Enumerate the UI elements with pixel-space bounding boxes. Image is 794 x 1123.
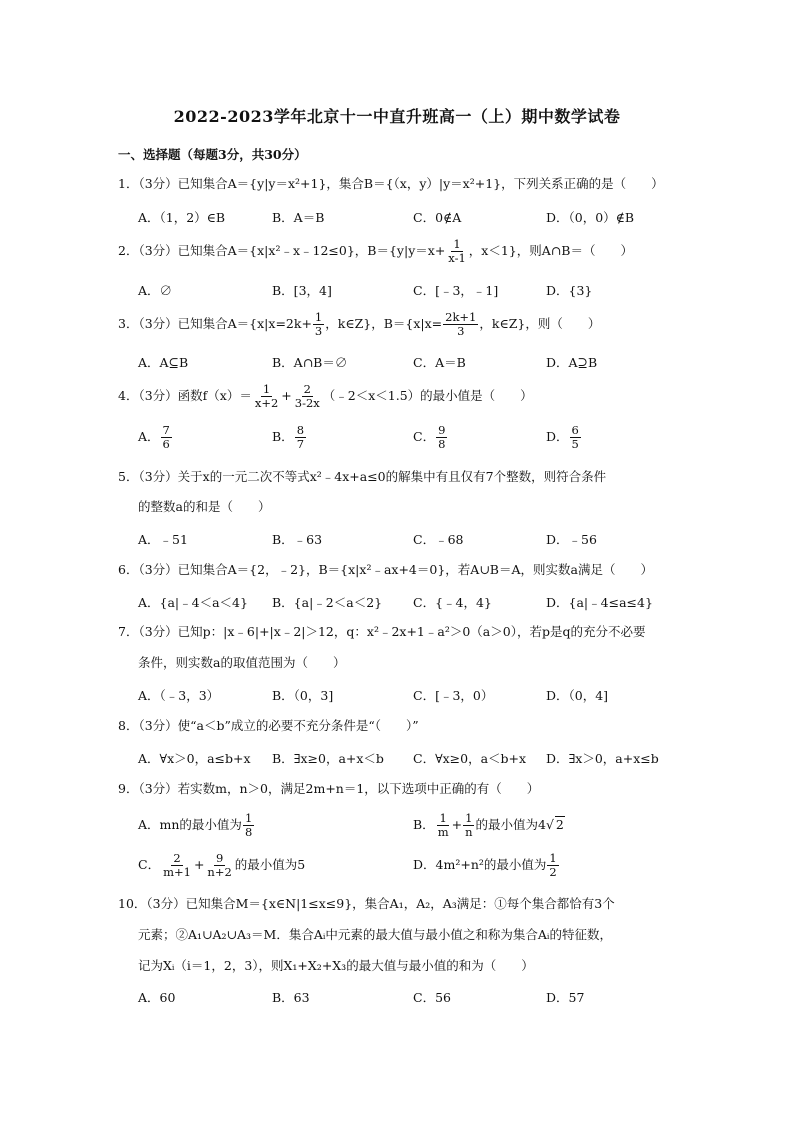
- q3-stem-part-a: 3．（3分）已知集合A＝{x|x=2k+: [118, 316, 312, 331]
- question-1-stem: 1．（3分）已知集合A＝{y|y＝x²+1}，集合B＝{（x，y）|y＝x²+1}，下列关系正确的是（ ）: [118, 176, 664, 191]
- question-6-stem: 6．（3分）已知集合A＝{2，﹣2}，B＝{x|x²﹣ax+4＝0}，若A∪B＝A，则实数a满足（ ）: [118, 562, 653, 577]
- denominator: 2: [549, 865, 557, 879]
- q6-option-c[interactable]: C．{﹣4，4}: [413, 595, 492, 610]
- numerator: 1: [453, 237, 461, 251]
- numerator: 1: [314, 310, 323, 324]
- q1-option-a[interactable]: A．（1，2）∈B: [138, 210, 226, 225]
- q8-option-a[interactable]: A．∀x＞0，a≤b+x: [138, 751, 251, 766]
- option-fraction: [295, 424, 306, 451]
- q6-option-b[interactable]: B．{a|﹣2＜a＜2}: [272, 595, 383, 610]
- denominator: x-1: [448, 251, 466, 265]
- question-10-stem: 10．（3分）已知集合M＝{x∈N|1≤x≤9}，集合A₁，A₂，A₃满足：①每个集合都恰有3个: [118, 896, 615, 911]
- plus-sign: +: [193, 857, 205, 872]
- q8-option-d[interactable]: D．∃x＞0，a+x≤b: [546, 751, 659, 766]
- q3-option-c[interactable]: C．A＝B: [413, 355, 466, 370]
- q4-option-b[interactable]: [272, 424, 307, 451]
- numerator: 1: [439, 811, 447, 825]
- q3-fraction-2: [443, 311, 478, 338]
- option-fraction: [161, 424, 172, 451]
- q5-option-a[interactable]: A．﹣51: [138, 532, 188, 547]
- q2-stem-part-b: ，x＜1}，则A∩B＝（ ）: [468, 243, 633, 258]
- q4-option-c[interactable]: [413, 424, 448, 451]
- option-fraction: [570, 424, 581, 451]
- question-5-stem-line-2: 的整数a的和是（ ）: [138, 499, 271, 514]
- q9-option-b[interactable]: [413, 812, 565, 839]
- q10-option-c[interactable]: C．56: [413, 990, 451, 1005]
- numerator: 2: [173, 851, 181, 865]
- option-text: 的最小值为4: [475, 817, 546, 832]
- numerator: 1: [465, 811, 473, 825]
- option-letter: B．: [413, 817, 435, 832]
- denominator: 3: [457, 324, 465, 338]
- q1-option-d[interactable]: D．（0，0）∉B: [546, 210, 635, 225]
- numerator: 1: [244, 811, 253, 825]
- q2-option-c[interactable]: C．[﹣3，﹣1]: [413, 283, 499, 298]
- question-5-stem: 5．（3分）关于x的一元二次不等式x²﹣4x+a≤0的解集中有且仅有7个整数，则符合条件: [118, 469, 607, 484]
- q10-option-d[interactable]: D．57: [546, 990, 585, 1005]
- q4-fraction-2: [293, 383, 322, 410]
- section-heading: 一、选择题（每题3分，共30分）: [118, 147, 307, 162]
- q4-option-a[interactable]: [138, 424, 173, 451]
- option-fraction-2: [463, 812, 474, 839]
- option-letter: B．: [272, 429, 294, 444]
- q7-option-d[interactable]: D．（0，4]: [546, 688, 609, 703]
- denominator: 8: [244, 825, 253, 839]
- denominator: m+1: [163, 865, 191, 879]
- option-fraction-2: [205, 852, 233, 879]
- numerator: 1: [262, 382, 271, 396]
- option-fraction-1: [436, 812, 451, 839]
- option-fraction-1: [161, 852, 193, 879]
- q5-option-c[interactable]: C．﹣68: [413, 532, 464, 547]
- q5-option-d[interactable]: D．﹣56: [546, 532, 597, 547]
- q2-fraction: [446, 238, 468, 265]
- denominator: n+2: [207, 865, 232, 879]
- denominator: 7: [296, 437, 305, 451]
- question-8-stem: 8．（3分）使“a＜b”成立的必要不充分条件是“（ ）”: [118, 718, 419, 733]
- option-letter: C．: [138, 857, 161, 872]
- q9-option-c[interactable]: [138, 852, 305, 879]
- q4-fraction-1: [253, 383, 280, 410]
- q4-stem-part-c: （﹣2＜x＜1.5）的最小值是（ ）: [322, 388, 533, 403]
- q8-option-b[interactable]: B．∃x≥0，a+x＜b: [272, 751, 384, 766]
- q3-fraction-1: [313, 311, 324, 338]
- q2-stem-part-a: 2．（3分）已知集合A＝{x|x²﹣x﹣12≤0}，B＝{y|y＝x+: [118, 243, 446, 258]
- numerator: 2k+1: [445, 310, 477, 324]
- denominator: 3-2x: [294, 396, 320, 410]
- q1-option-b[interactable]: B．A＝B: [272, 210, 325, 225]
- q2-option-d[interactable]: D．{3}: [546, 283, 593, 298]
- denominator: 8: [438, 437, 446, 451]
- q2-option-a[interactable]: A．∅: [138, 283, 173, 298]
- sqrt-radicand: 2: [555, 817, 564, 832]
- denominator: 5: [571, 437, 579, 451]
- numerator: 2: [303, 382, 311, 396]
- numerator: 7: [162, 423, 170, 437]
- q1-option-c[interactable]: C．0∉A: [413, 210, 462, 225]
- option-letter: D．: [546, 429, 569, 444]
- option-text: 的最小值为5: [234, 857, 306, 872]
- question-7-stem: 7．（3分）已知p：|x﹣6|+|x﹣2|＞12，q：x²﹣2x+1﹣a²＞0（a＞0），若p是q的充分不必要: [118, 624, 646, 639]
- option-fraction: [547, 852, 558, 879]
- denominator: 6: [162, 437, 170, 451]
- option-text: D．4m²+n²的最小值为: [413, 857, 547, 872]
- numerator: 9: [215, 851, 224, 865]
- q4-option-d[interactable]: [546, 424, 582, 451]
- denominator: x+2: [254, 396, 279, 410]
- q6-option-a[interactable]: A．{a|﹣4＜a＜4}: [138, 595, 248, 610]
- q9-option-a[interactable]: [138, 812, 255, 839]
- q8-option-c[interactable]: C．∀x≥0，a＜b+x: [413, 751, 527, 766]
- q3-option-b[interactable]: B．A∩B＝∅: [272, 355, 348, 370]
- q3-option-d[interactable]: D．A⊇B: [546, 355, 598, 370]
- option-fraction: [436, 424, 447, 451]
- q9-option-d[interactable]: [413, 852, 560, 879]
- sqrt-sign: √: [545, 817, 554, 832]
- denominator: n: [465, 825, 473, 839]
- q3-option-a[interactable]: A．A⊆B: [138, 355, 189, 370]
- denominator: 3: [314, 324, 323, 338]
- q6-option-d[interactable]: D．{a|﹣4≤a≤4}: [546, 595, 653, 610]
- question-10-stem-line-3: 记为Xᵢ（i＝1，2，3），则X₁+X₂+X₃的最大值与最小值的和为（ ）: [138, 958, 534, 973]
- question-10-stem-line-2: 元素；②A₁∪A₂∪A₃＝M．集合Aᵢ中元素的最大值与最小值之和称为集合Aᵢ的特征数，: [138, 927, 612, 942]
- q7-option-b[interactable]: B．（0，3]: [272, 688, 334, 703]
- page-title: 2022-2023学年北京十一中直升班高一（上）期中数学试卷: [173, 107, 621, 126]
- q4-stem-part-a: 4．（3分）函数f（x）＝: [118, 388, 252, 403]
- denominator: m: [437, 825, 449, 839]
- numerator: 6: [571, 423, 579, 437]
- q3-stem-part-c: ，k∈Z}，则（ ）: [479, 316, 601, 331]
- q3-stem-part-b: ，k∈Z}，B＝{x|x=: [325, 316, 443, 331]
- question-4-stem: [118, 383, 533, 410]
- q10-option-b[interactable]: B．63: [272, 990, 310, 1005]
- question-3-stem: [118, 311, 600, 338]
- q5-option-b[interactable]: B．﹣63: [272, 532, 323, 547]
- question-2-stem: [118, 238, 633, 265]
- question-7-stem-line-2: 条件，则实数a的取值范围为（ ）: [138, 655, 346, 670]
- plus-sign: +: [451, 817, 463, 832]
- q4-plus: +: [281, 388, 292, 403]
- q10-option-a[interactable]: A．60: [138, 990, 176, 1005]
- option-letter: A．: [138, 429, 160, 444]
- q2-option-b[interactable]: B．[3，4]: [272, 283, 332, 298]
- q7-option-a[interactable]: A．（﹣3，3）: [138, 688, 220, 703]
- numerator: 1: [549, 851, 557, 865]
- option-letter: C．: [413, 429, 436, 444]
- numerator: 9: [438, 423, 446, 437]
- option-text: A．mn的最小值为: [138, 817, 242, 832]
- option-fraction: [243, 812, 254, 839]
- q7-option-c[interactable]: C．[﹣3，0）: [413, 688, 494, 703]
- numerator: 8: [296, 423, 305, 437]
- question-9-stem: 9．（3分）若实数m，n＞0，满足2m+n＝1，以下选项中正确的有（ ）: [118, 781, 540, 796]
